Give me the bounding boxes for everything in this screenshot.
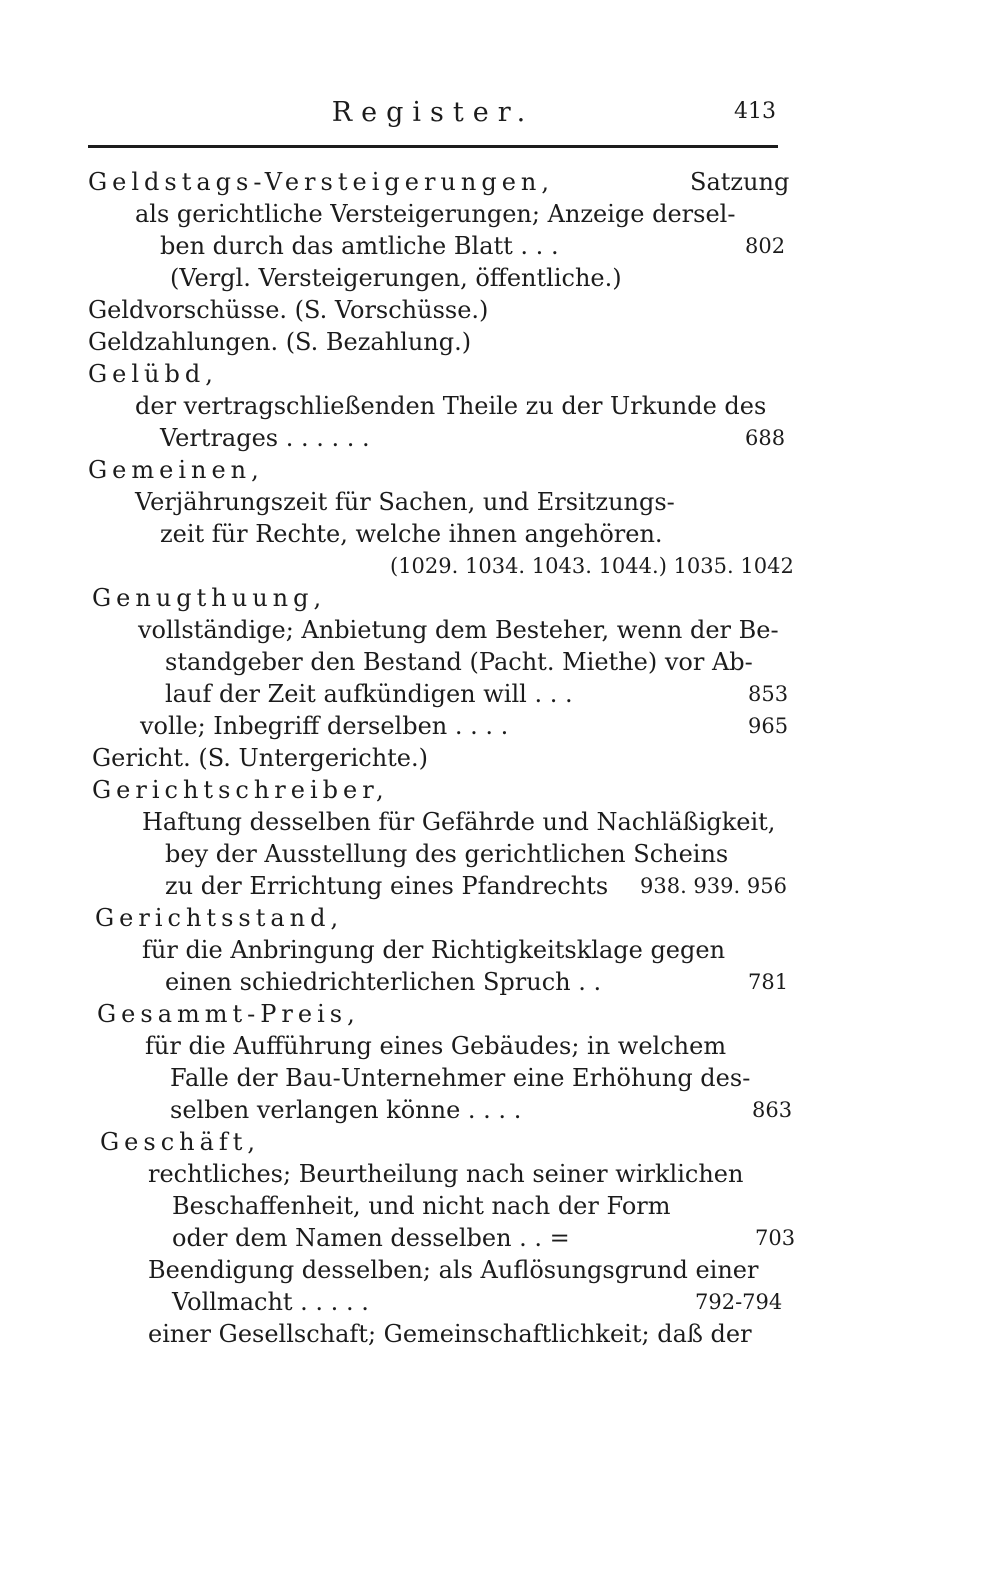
cross-reference: Geldzahlungen. (S. Bezahlung.) [88, 328, 472, 356]
entry-heading: Geschäft, [100, 1128, 261, 1156]
entry-text: Vollmacht . . . . . [172, 1288, 369, 1316]
running-title: Register. [331, 97, 535, 128]
entry-text: Falle der Bau-Unternehmer eine Erhöhung des- [170, 1064, 751, 1092]
cross-reference: Geldvorschüsse. (S. Vorschüsse.) [88, 296, 489, 324]
page-reference: (1029. 1034. 1043. 1044.) 1035. 1042 [390, 554, 794, 578]
page-reference: 938. 939. 956 [640, 874, 787, 898]
page-reference: 853 [748, 682, 789, 706]
page-number: 413 [734, 99, 776, 124]
entry-text: einen schiedrichterlichen Spruch . . [165, 968, 602, 996]
cross-reference: (Vergl. Versteigerungen, öffentliche.) [170, 264, 622, 292]
entry-text: Beschaffenheit, und nicht nach der Form [172, 1192, 671, 1220]
page-reference: 781 [748, 970, 789, 994]
cross-reference: Gericht. (S. Untergerichte.) [92, 744, 428, 772]
entry-heading: Gerichtsstand, [95, 904, 344, 932]
entry-text: zu der Errichtung eines Pfandrechts [165, 872, 609, 900]
entry-text: für die Aufführung eines Gebäudes; in welchem [145, 1032, 727, 1060]
entry-heading: Geldstags-Versteigerungen, [88, 168, 554, 196]
entry-text: Vertrages . . . . . . [160, 424, 370, 452]
entry-text: Verjährungszeit für Sachen, und Ersitzungs- [135, 488, 675, 516]
page-reference: 802 [745, 234, 786, 258]
entry-text: zeit für Rechte, welche ihnen angehören. [160, 520, 663, 548]
page-reference: 965 [748, 714, 789, 738]
page-reference: 688 [745, 426, 786, 450]
header-rule [88, 145, 778, 148]
entry-text: Haftung desselben für Gefährde und Nachläßigkeit, [142, 808, 776, 836]
page-reference: 863 [752, 1098, 793, 1122]
page-reference: 703 [755, 1226, 796, 1250]
entry-text: als gerichtliche Versteigerungen; Anzeige dersel- [135, 200, 736, 228]
entry-heading: Genugthuung, [92, 584, 327, 612]
entry-text: Satzung [690, 168, 790, 196]
running-header [88, 95, 778, 135]
entry-heading: Gelübd, [88, 360, 218, 388]
entry-text: volle; Inbegriff derselben . . . . [140, 712, 509, 740]
entry-text: oder dem Namen desselben . . = [172, 1224, 570, 1252]
entry-text: standgeber den Bestand (Pacht. Miethe) vor Ab- [165, 648, 753, 676]
entry-text: vollständige; Anbietung dem Besteher, wenn der Be- [138, 616, 779, 644]
entry-text: lauf der Zeit aufkündigen will . . . [165, 680, 573, 708]
entry-text: ben durch das amtliche Blatt . . . [160, 232, 559, 260]
entry-heading: Gesammt-Preis, [97, 1000, 360, 1028]
page-reference: 792-794 [695, 1290, 783, 1314]
entry-text: rechtliches; Beurtheilung nach seiner wirklichen [148, 1160, 744, 1188]
entry-heading: Gemeinen, [88, 456, 264, 484]
entry-text: bey der Ausstellung des gerichtlichen Scheins [165, 840, 729, 868]
entry-heading: Gerichtschreiber, [92, 776, 389, 804]
entry-text: einer Gesellschaft; Gemeinschaftlichkeit; daß der [148, 1320, 752, 1348]
entry-text: der vertragschließenden Theile zu der Urkunde des [135, 392, 767, 420]
entry-text: selben verlangen könne . . . . [170, 1096, 522, 1124]
entry-text: für die Anbringung der Richtigkeitsklage gegen [142, 936, 726, 964]
entry-text: Beendigung desselben; als Auflösungsgrund einer [148, 1256, 759, 1284]
